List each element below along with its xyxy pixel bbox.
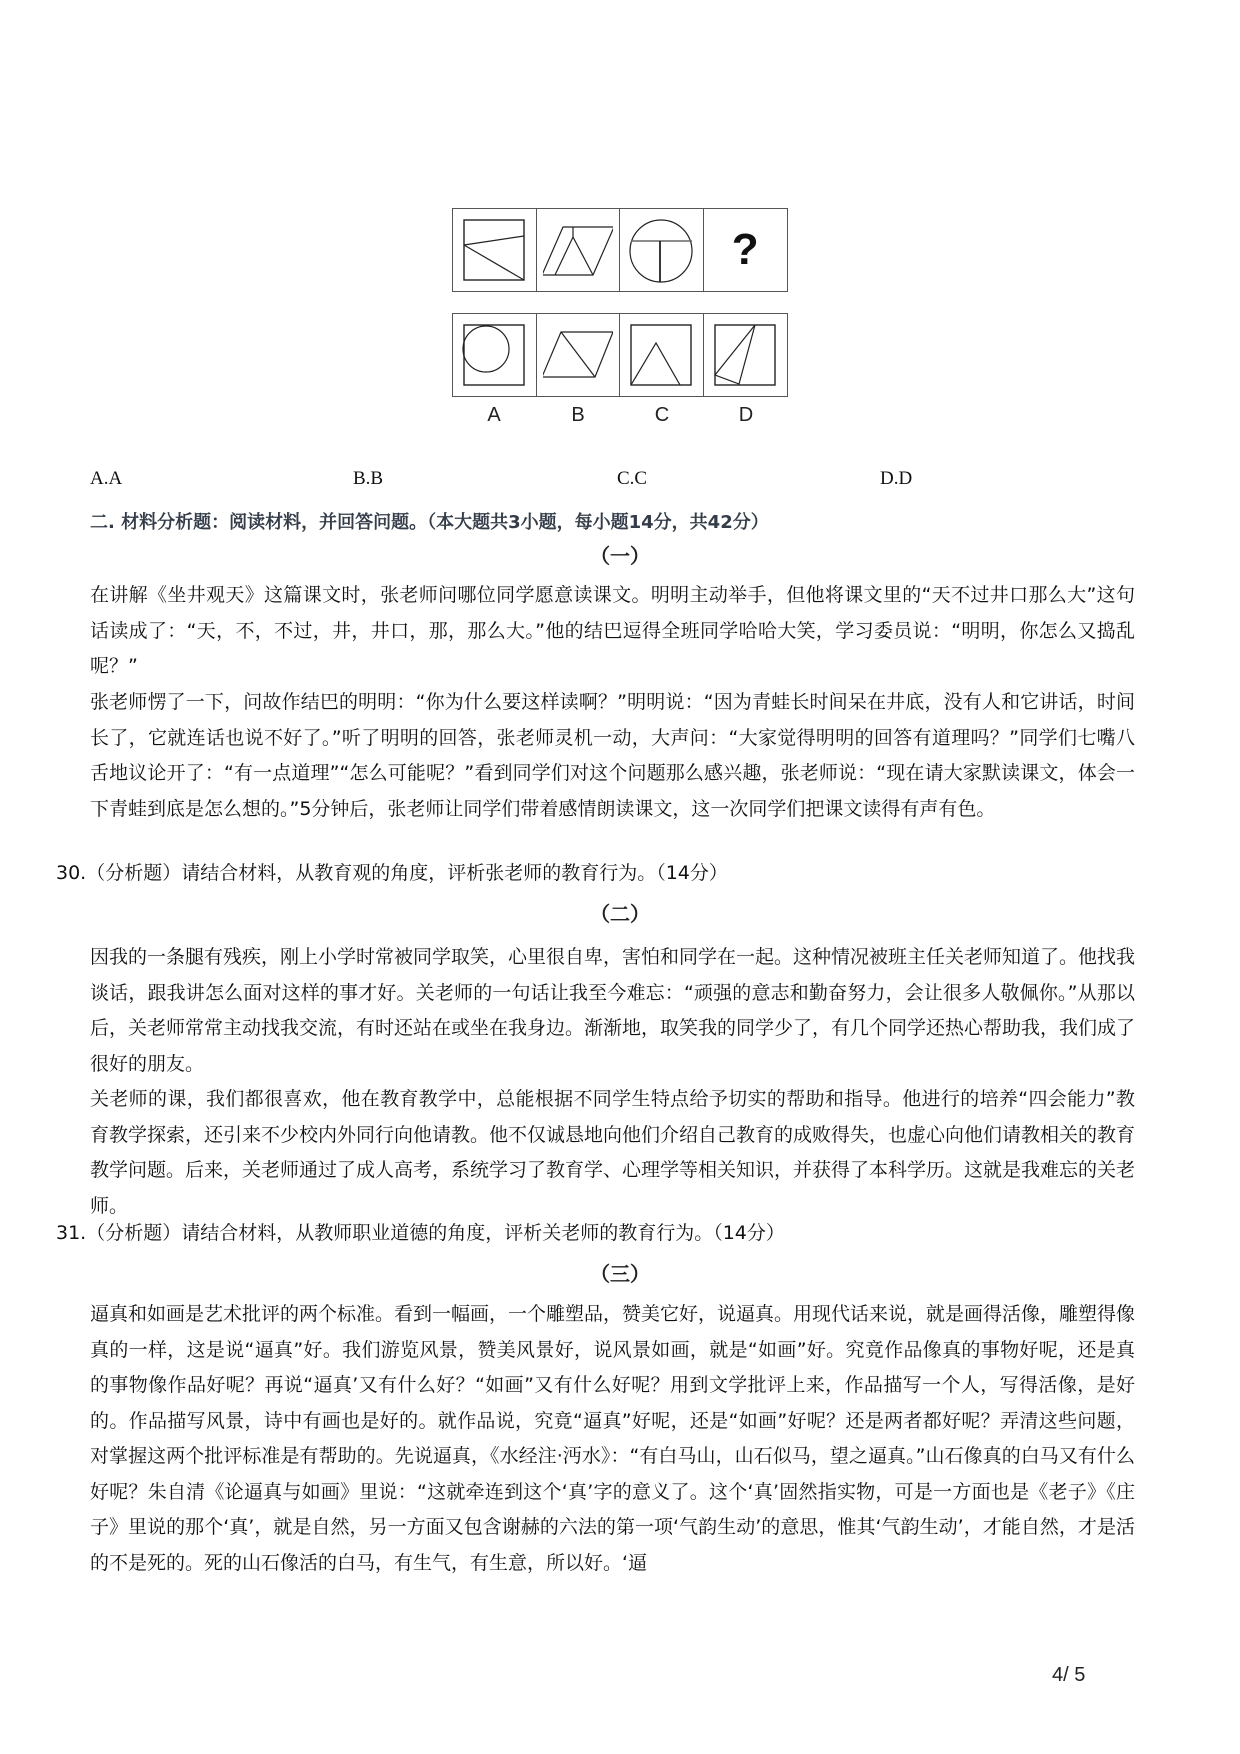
choice-c[interactable]: C.C <box>617 468 648 489</box>
material-2-paragraph-2: 关老师的课，我们都很喜欢，他在教育教学中，总能根据不同学生特点给予切实的帮助和指导。他进行的培养“四会能力”教育教学探索，还引来不少校内外同行向他请教。他不仅诚恳地向他们介绍自己教育的成败得失，也虚心向他们请教相关的教育教学问题。后来，关老师通过了成人高考，系统学习了教育学、心理学等相关知识，并获得了本科学历。这就是我难忘的关老师。 <box>90 1088 1136 1217</box>
material-1-paragraph-1: 在讲解《坐井观天》这篇课文时，张老师问哪位同学愿意读课文。明明主动举手，但他将课文里的“天不过井口那么大”这句话读成了：“天，不，不过，井，井口，那，那么大。”他的结巴逗得全班同学哈哈大笑，学习委员说：“明明，你怎么又捣乱呢？” <box>90 584 1135 677</box>
material-3-heading: （三） <box>590 1262 650 1286</box>
figure-label-b: B <box>571 404 585 426</box>
parallelogram-triangle-figure-icon <box>543 215 613 285</box>
material-1-heading: （一） <box>590 544 650 568</box>
square-circle-figure-icon <box>459 320 529 390</box>
material-2-heading: （二） <box>590 902 650 926</box>
figure-options-row <box>452 313 788 397</box>
figure-cell-2 <box>537 209 621 291</box>
figure-option-a <box>453 314 537 396</box>
question-30: 30.（分析题）请结合材料，从教育观的角度，评析张老师的教育行为。（14分） <box>56 862 728 884</box>
figure-cell-4 <box>704 209 788 291</box>
figure-cell-3 <box>620 209 704 291</box>
figure-option-c <box>620 314 704 396</box>
choice-b[interactable]: B.B <box>353 468 384 489</box>
choice-d[interactable]: D.D <box>880 468 913 489</box>
figure-label-d: D <box>738 404 754 426</box>
figure-label-a: A <box>487 404 501 426</box>
circle-t-figure-icon <box>626 215 696 285</box>
square-slanted-triangle-figure-icon <box>710 320 780 390</box>
figure-option-labels <box>452 404 788 427</box>
figure-label-c: C <box>654 404 670 426</box>
section-title: 二. 材料分析题：阅读材料，并回答问题。（本大题共3小题，每小题14分，共42分） <box>90 512 769 533</box>
page-number: 4/ 5 <box>1052 1664 1086 1686</box>
square-triangle-figure-icon <box>626 320 696 390</box>
question-mark-icon: ? <box>731 225 759 274</box>
figure-option-d <box>704 314 788 396</box>
material-1-paragraph-2: 张老师愣了一下，问故作结巴的明明：“你为什么要这样读啊？”明明说：“因为青蛙长时间呆在井底，没有人和它讲话，时间长了，它就连话也说不好了。”听了明明的回答，张老师灵机一动，大声问：“大家觉得明明的回答有道理吗？”同学们七嘴八舌地议论开了：“有一点道理”“怎么可能呢？”看到同学们对这个问题那么感兴趣，张老师说：“现在请大家默读课文，体会一下青蛙到底是怎么想的。”5分钟后，张老师让同学们带着感情朗读课文，这一次同学们把课文读得有声有色。 <box>90 691 1135 820</box>
material-2-paragraph-1: 因我的一条腿有残疾，刚上小学时常被同学取笑，心里很自卑，害怕和同学在一起。这种情况被班主任关老师知道了。他找我谈话，跟我讲怎么面对这样的事才好。关老师的一句话让我至今难忘：“顽强的意志和勤奋努力，会让很多人敬佩你。”从那以后，关老师常常主动找我交流，有时还站在或坐在我身边。渐渐地，取笑我的同学少了，有几个同学还热心帮助我，我们成了很好的朋友。 <box>90 946 1136 1075</box>
figure-cell-1 <box>453 209 537 291</box>
material-3-paragraph-1: 逼真和如画是艺术批评的两个标准。看到一幅画，一个雕塑品，赞美它好，说逼真。用现代话来说，就是画得活像，雕塑得像真的一样，这是说“逼真”好。我们游览风景，赞美风景好，说风景如画，就是“如画”好。究竟作品像真的事物好呢，还是真的事物像作品好呢？再说“逼真’又有什么好？“如画”又有什么好呢？用到文学批评上来，作品描写一个人，写得活像，是好的。作品描写风景，诗中有画也是好的。就作品说，究竟“逼真”好呢，还是“如画”好呢？还是两者都好呢？弄清这些问题，对掌握这两个批评标准是有帮助的。先说逼真，《水经注·沔水》：“有白马山，山石似马，望之逼真。”山石像真的白马又有什么好呢？朱自清《论逼真与如画》里说：“这就牵连到这个‘真’字的意义了。这个‘真’固然指实物，可是一方面也是《老子》《庄子》里说的那个‘真’，就是自然，另一方面又包含谢赫的六法的第一项‘气韵生动’的意思，惟其‘气韵生动’，才能自然，才是活的不是死的。死的山石像活的白马，有生气，有生意，所以好。‘逼 <box>90 1303 1136 1574</box>
figure-sequence-row <box>452 208 788 292</box>
choice-a[interactable]: A.A <box>90 468 123 489</box>
parallelogram-diagonal-figure-icon <box>543 320 613 390</box>
figure-option-b <box>537 314 621 396</box>
question-31: 31.（分析题）请结合材料，从教师职业道德的角度，评析关老师的教育行为。（14分） <box>56 1222 785 1244</box>
square-lines-figure-icon <box>459 215 529 285</box>
